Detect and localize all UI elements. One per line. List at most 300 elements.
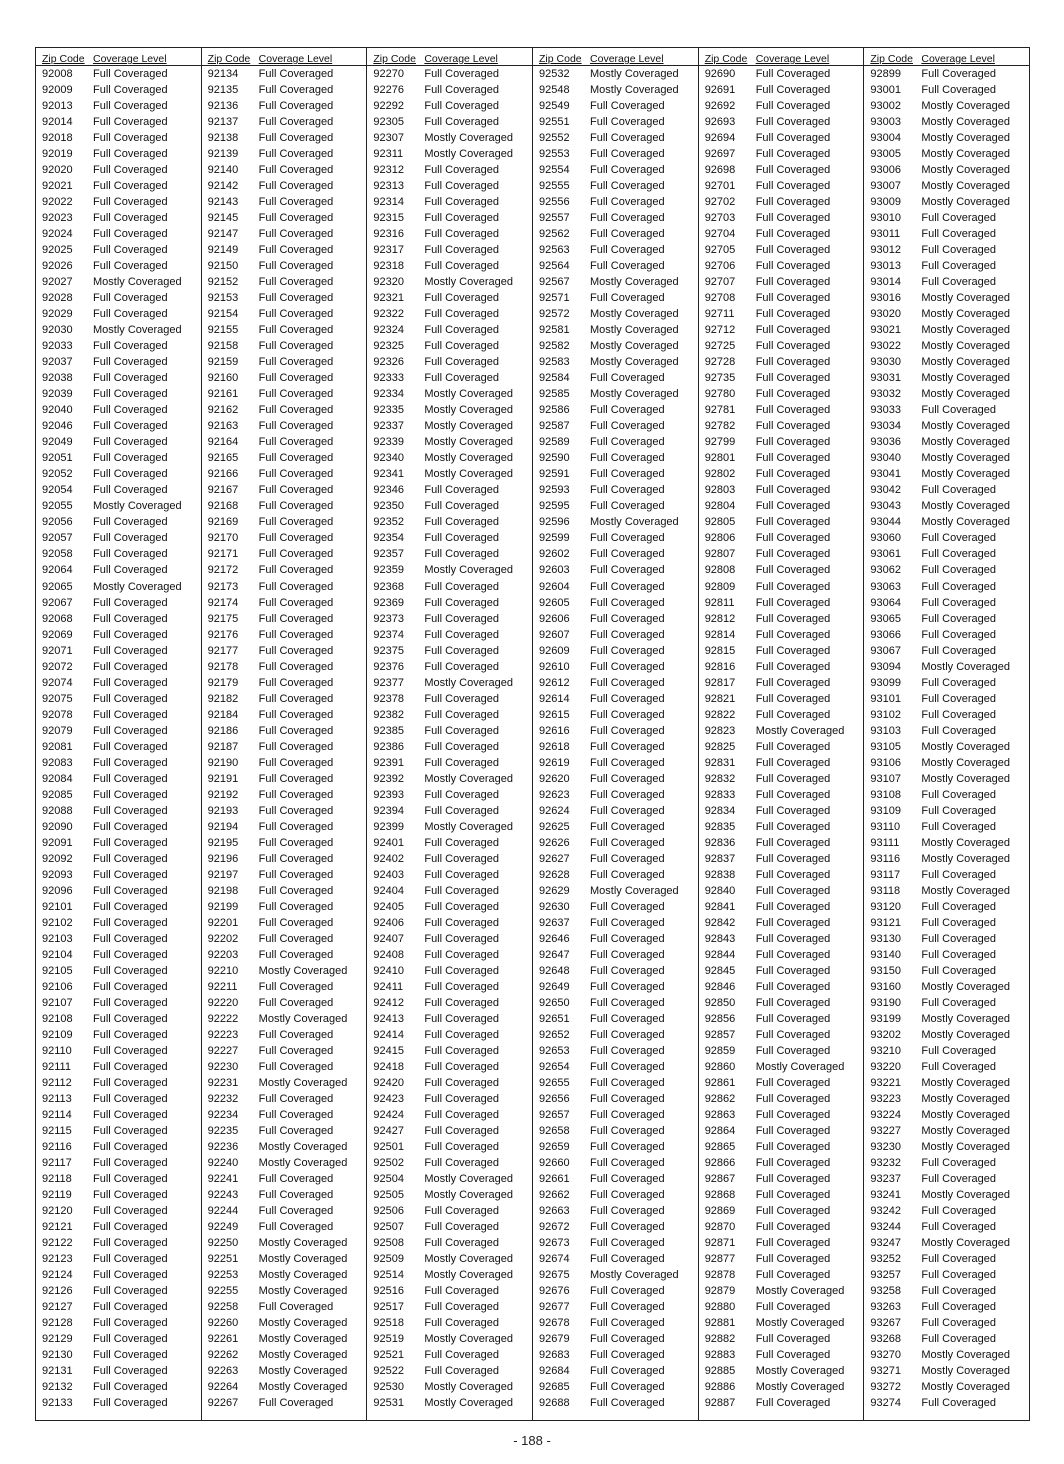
coverage-level-cell: Mostly Coveraged xyxy=(424,676,513,689)
zip-code-cell: 92052 xyxy=(42,468,73,481)
table-row xyxy=(202,1395,367,1411)
table-row xyxy=(864,1315,1029,1331)
zip-code-cell: 92137 xyxy=(207,116,239,129)
coverage-table xyxy=(35,47,1030,1421)
coverage-level-cell: Mostly Coveraged xyxy=(921,1093,1011,1105)
zip-code-cell: 92186 xyxy=(207,724,239,737)
table-row xyxy=(36,450,201,466)
table-column xyxy=(864,48,1029,1420)
coverage-level-cell: Mostly Coveraged xyxy=(921,420,1011,433)
coverage-level-cell: Mostly Coveraged xyxy=(424,132,513,145)
table-row xyxy=(202,226,367,242)
zip-code-cell: 93066 xyxy=(870,628,901,641)
coverage-level-cell: Mostly Coveraged xyxy=(921,1141,1011,1154)
table-row xyxy=(864,386,1029,402)
table-row xyxy=(36,1123,201,1139)
zip-code-cell: 92882 xyxy=(704,1333,736,1346)
coverage-level-cell: Full Coveraged xyxy=(590,692,665,705)
table-row xyxy=(367,1267,532,1283)
table-row xyxy=(533,1235,698,1251)
coverage-level-cell: Full Coveraged xyxy=(424,1221,499,1234)
coverage-level-cell: Full Coveraged xyxy=(590,612,665,625)
coverage-level-cell: Full Coveraged xyxy=(424,708,499,721)
table-row xyxy=(533,995,698,1011)
zip-code-header: Zip Code xyxy=(539,53,582,65)
zip-code-cell: 92021 xyxy=(42,180,73,193)
coverage-level-cell: Full Coveraged xyxy=(921,1173,996,1186)
coverage-level-cell: Full Coveraged xyxy=(258,164,334,177)
coverage-level-cell: Full Coveraged xyxy=(424,1028,499,1041)
table-row xyxy=(533,82,698,98)
table-row xyxy=(367,306,532,322)
zip-code-cell: 93033 xyxy=(870,404,901,417)
coverage-level-cell: Full Coveraged xyxy=(921,1060,996,1073)
zip-code-cell: 92385 xyxy=(373,724,404,737)
coverage-level-cell: Full Coveraged xyxy=(93,84,168,97)
coverage-level-cell: Full Coveraged xyxy=(590,580,665,593)
coverage-level-cell: Full Coveraged xyxy=(258,756,334,769)
table-row xyxy=(533,498,698,514)
coverage-level-cell: Mostly Coveraged xyxy=(921,500,1011,513)
coverage-level-cell: Full Coveraged xyxy=(755,1189,831,1202)
table-row xyxy=(864,178,1029,194)
coverage-level-cell: Full Coveraged xyxy=(424,628,499,641)
zip-code-cell: 92607 xyxy=(539,628,570,641)
table-row xyxy=(367,1075,532,1091)
table-row xyxy=(699,322,864,338)
table-row xyxy=(699,627,864,643)
coverage-level-cell: Full Coveraged xyxy=(755,1173,831,1186)
zip-code-cell: 92312 xyxy=(373,164,404,177)
zip-code-cell: 93232 xyxy=(870,1157,901,1170)
zip-code-cell: 92373 xyxy=(373,612,404,625)
table-row xyxy=(202,194,367,210)
zip-code-cell: 92693 xyxy=(704,116,736,129)
coverage-level-cell: Full Coveraged xyxy=(755,1093,831,1105)
zip-code-cell: 92801 xyxy=(704,452,736,465)
coverage-level-cell: Full Coveraged xyxy=(258,708,334,721)
table-row xyxy=(699,514,864,530)
zip-code-cell: 92315 xyxy=(373,212,404,225)
table-row xyxy=(367,1011,532,1027)
table-row xyxy=(367,210,532,226)
table-row xyxy=(36,210,201,226)
table-row xyxy=(367,1123,532,1139)
coverage-level-cell: Full Coveraged xyxy=(424,116,499,129)
table-row xyxy=(864,1395,1029,1411)
zip-code-cell: 92843 xyxy=(704,932,736,945)
table-row xyxy=(699,1219,864,1235)
zip-code-cell: 93230 xyxy=(870,1141,901,1154)
table-row xyxy=(36,627,201,643)
zip-code-cell: 92651 xyxy=(539,1012,570,1025)
table-row xyxy=(864,851,1029,867)
table-row xyxy=(533,226,698,242)
table-row xyxy=(533,579,698,595)
zip-code-cell: 92075 xyxy=(42,692,73,705)
zip-code-cell: 92322 xyxy=(373,308,404,321)
coverage-level-cell: Full Coveraged xyxy=(424,900,499,913)
table-row xyxy=(533,1123,698,1139)
coverage-level-cell: Full Coveraged xyxy=(93,1109,168,1122)
table-row xyxy=(533,883,698,899)
zip-code-cell: 92522 xyxy=(373,1365,404,1378)
table-row xyxy=(36,835,201,851)
zip-code-cell: 92159 xyxy=(207,356,239,369)
zip-code-cell: 92501 xyxy=(373,1141,404,1154)
table-row xyxy=(864,466,1029,482)
table-row xyxy=(533,1043,698,1059)
coverage-level-cell: Full Coveraged xyxy=(590,660,665,673)
zip-code-cell: 92712 xyxy=(704,324,736,337)
zip-code-cell: 92862 xyxy=(704,1093,736,1105)
coverage-level-cell: Full Coveraged xyxy=(921,1157,996,1170)
coverage-level-cell: Mostly Coveraged xyxy=(258,964,348,977)
coverage-level-cell: Full Coveraged xyxy=(258,804,334,817)
coverage-level-cell: Full Coveraged xyxy=(590,1365,665,1378)
coverage-level-cell: Full Coveraged xyxy=(590,708,665,721)
table-row xyxy=(533,915,698,931)
table-row xyxy=(699,130,864,146)
coverage-level-cell: Full Coveraged xyxy=(590,1205,665,1218)
table-row xyxy=(367,1379,532,1395)
table-row xyxy=(202,771,367,787)
zip-code-cell: 92614 xyxy=(539,692,570,705)
zip-code-cell: 92567 xyxy=(539,276,570,289)
zip-code-cell: 92505 xyxy=(373,1189,404,1202)
coverage-level-cell: Mostly Coveraged xyxy=(921,436,1011,449)
coverage-level-cell: Full Coveraged xyxy=(755,1109,831,1122)
coverage-level-cell: Full Coveraged xyxy=(93,548,168,561)
coverage-level-cell: Full Coveraged xyxy=(93,596,168,609)
zip-code-cell: 92019 xyxy=(42,148,73,161)
table-row xyxy=(202,611,367,627)
table-row xyxy=(367,1315,532,1331)
zip-code-cell: 93110 xyxy=(870,820,901,833)
zip-code-cell: 93005 xyxy=(870,148,901,161)
coverage-level-cell: Full Coveraged xyxy=(755,68,831,80)
table-row xyxy=(36,579,201,595)
coverage-level-cell: Full Coveraged xyxy=(590,740,665,753)
zip-code-cell: 92530 xyxy=(373,1381,404,1394)
table-row xyxy=(533,1011,698,1027)
zip-code-cell: 93042 xyxy=(870,484,901,497)
table-row xyxy=(202,178,367,194)
table-row xyxy=(367,418,532,434)
zip-code-cell: 92509 xyxy=(373,1253,404,1266)
zip-code-cell: 93252 xyxy=(870,1253,901,1266)
coverage-level-cell: Full Coveraged xyxy=(590,820,665,833)
table-row xyxy=(864,562,1029,578)
coverage-level-cell: Full Coveraged xyxy=(921,916,996,929)
zip-code-cell: 92654 xyxy=(539,1060,570,1073)
table-row xyxy=(202,1203,367,1219)
zip-code-cell: 92027 xyxy=(42,276,73,289)
table-row xyxy=(367,242,532,258)
coverage-level-cell: Full Coveraged xyxy=(424,100,499,113)
table-row xyxy=(533,370,698,386)
zip-code-cell: 92261 xyxy=(207,1333,239,1346)
zip-code-cell: 92406 xyxy=(373,916,404,929)
zip-code-cell: 92403 xyxy=(373,868,404,881)
coverage-level-cell: Mostly Coveraged xyxy=(921,100,1011,113)
table-row xyxy=(864,675,1029,691)
coverage-level-cell: Mostly Coveraged xyxy=(921,372,1011,385)
table-row xyxy=(533,386,698,402)
table-row xyxy=(533,338,698,354)
coverage-level-cell: Full Coveraged xyxy=(93,900,168,913)
table-row xyxy=(36,562,201,578)
table-row xyxy=(202,787,367,803)
coverage-level-cell: Mostly Coveraged xyxy=(424,148,513,161)
zip-code-cell: 92835 xyxy=(704,820,736,833)
table-column xyxy=(699,48,865,1420)
zip-code-cell: 92026 xyxy=(42,260,73,273)
coverage-level-cell: Full Coveraged xyxy=(424,884,499,897)
table-row xyxy=(533,1091,698,1107)
zip-code-cell: 92866 xyxy=(704,1157,736,1170)
coverage-level-cell: Full Coveraged xyxy=(590,532,665,545)
coverage-level-cell: Full Coveraged xyxy=(590,1397,665,1410)
coverage-level-cell: Mostly Coveraged xyxy=(258,1381,348,1394)
table-row xyxy=(533,162,698,178)
coverage-level-cell: Full Coveraged xyxy=(755,436,831,449)
zip-code-cell: 92661 xyxy=(539,1173,570,1186)
zip-code-cell: 92138 xyxy=(207,132,239,145)
zip-code-cell: 92029 xyxy=(42,308,73,321)
zip-code-cell: 92142 xyxy=(207,180,239,193)
zip-code-cell: 93010 xyxy=(870,212,901,225)
coverage-level-cell: Full Coveraged xyxy=(424,980,499,993)
coverage-level-cell: Full Coveraged xyxy=(424,916,499,929)
zip-code-cell: 92411 xyxy=(373,980,404,993)
zip-code-cell: 92120 xyxy=(42,1205,73,1218)
table-row xyxy=(367,771,532,787)
table-row xyxy=(36,258,201,274)
zip-code-cell: 92846 xyxy=(704,980,736,993)
coverage-level-cell: Full Coveraged xyxy=(755,948,831,961)
zip-code-cell: 92844 xyxy=(704,948,736,961)
coverage-level-cell: Mostly Coveraged xyxy=(921,1028,1011,1041)
zip-code-cell: 92178 xyxy=(207,660,239,673)
coverage-level-cell: Full Coveraged xyxy=(921,1269,996,1282)
table-row xyxy=(864,883,1029,899)
coverage-level-cell: Mostly Coveraged xyxy=(590,1269,679,1282)
coverage-level-cell: Full Coveraged xyxy=(93,196,168,209)
zip-code-cell: 92088 xyxy=(42,804,73,817)
coverage-level-cell: Full Coveraged xyxy=(424,500,499,513)
table-row xyxy=(864,530,1029,546)
table-row xyxy=(864,274,1029,290)
table-row xyxy=(864,402,1029,418)
coverage-level-cell: Full Coveraged xyxy=(93,1125,168,1138)
zip-code-cell: 92554 xyxy=(539,164,570,177)
zip-code-cell: 92593 xyxy=(539,484,570,497)
coverage-level-cell: Full Coveraged xyxy=(921,404,996,417)
zip-code-cell: 93003 xyxy=(870,116,901,129)
zip-code-cell: 92262 xyxy=(207,1349,239,1362)
table-row xyxy=(36,1251,201,1267)
zip-code-cell: 92572 xyxy=(539,308,570,321)
zip-code-cell: 92140 xyxy=(207,164,239,177)
table-row xyxy=(202,466,367,482)
zip-code-cell: 92596 xyxy=(539,516,570,529)
coverage-level-cell: Full Coveraged xyxy=(424,484,499,497)
zip-code-cell: 92124 xyxy=(42,1269,73,1282)
table-row xyxy=(36,675,201,691)
coverage-level-cell: Full Coveraged xyxy=(755,1301,831,1314)
coverage-level-cell: Full Coveraged xyxy=(93,1028,168,1041)
table-row xyxy=(202,66,367,82)
zip-code-cell: 92663 xyxy=(539,1205,570,1218)
coverage-level-cell: Full Coveraged xyxy=(590,980,665,993)
table-row xyxy=(367,1171,532,1187)
table-row xyxy=(367,370,532,386)
zip-code-cell: 92346 xyxy=(373,484,404,497)
zip-code-cell: 92378 xyxy=(373,692,404,705)
table-row xyxy=(202,723,367,739)
coverage-level-cell: Full Coveraged xyxy=(921,820,996,833)
coverage-level-cell: Full Coveraged xyxy=(590,468,665,481)
coverage-level-cell: Full Coveraged xyxy=(258,1125,334,1138)
table-row xyxy=(202,1363,367,1379)
coverage-level-cell: Mostly Coveraged xyxy=(590,68,679,80)
table-row xyxy=(367,627,532,643)
coverage-level-cell: Full Coveraged xyxy=(93,116,168,129)
table-row xyxy=(202,1235,367,1251)
coverage-level-cell: Full Coveraged xyxy=(424,1060,499,1073)
coverage-level-cell: Full Coveraged xyxy=(258,1109,334,1122)
zip-code-cell: 92046 xyxy=(42,420,73,433)
coverage-level-cell: Full Coveraged xyxy=(424,356,499,369)
table-row xyxy=(202,450,367,466)
zip-code-cell: 92166 xyxy=(207,468,239,481)
table-column xyxy=(367,48,533,1420)
table-row xyxy=(36,1395,201,1411)
zip-code-cell: 92022 xyxy=(42,196,73,209)
zip-code-cell: 92822 xyxy=(704,708,736,721)
coverage-level-cell: Full Coveraged xyxy=(258,820,334,833)
table-row xyxy=(533,963,698,979)
coverage-level-cell: Full Coveraged xyxy=(93,260,168,273)
coverage-level-cell: Mostly Coveraged xyxy=(921,1237,1011,1250)
zip-code-cell: 92055 xyxy=(42,500,73,513)
table-row xyxy=(202,739,367,755)
table-row xyxy=(864,659,1029,675)
zip-code-cell: 93044 xyxy=(870,516,901,529)
table-row xyxy=(864,1171,1029,1187)
zip-code-cell: 93099 xyxy=(870,676,901,689)
table-row xyxy=(202,1123,367,1139)
table-row xyxy=(533,178,698,194)
coverage-level-cell: Full Coveraged xyxy=(921,964,996,977)
table-row xyxy=(699,98,864,114)
table-row xyxy=(367,66,532,82)
coverage-level-cell: Full Coveraged xyxy=(93,356,168,369)
coverage-level-cell: Mostly Coveraged xyxy=(921,468,1011,481)
zip-code-cell: 92255 xyxy=(207,1285,239,1298)
coverage-level-cell: Full Coveraged xyxy=(424,756,499,769)
table-row xyxy=(36,771,201,787)
zip-code-cell: 92677 xyxy=(539,1301,570,1314)
coverage-level-cell: Full Coveraged xyxy=(424,1044,499,1057)
table-row xyxy=(367,851,532,867)
coverage-level-cell: Mostly Coveraged xyxy=(755,1365,845,1378)
coverage-level-cell: Mostly Coveraged xyxy=(921,516,1011,529)
coverage-level-cell: Full Coveraged xyxy=(93,1349,168,1362)
coverage-level-cell: Mostly Coveraged xyxy=(921,180,1011,193)
coverage-level-cell: Full Coveraged xyxy=(590,1157,665,1170)
coverage-level-cell: Mostly Coveraged xyxy=(258,1317,348,1330)
zip-code-cell: 93199 xyxy=(870,1012,901,1025)
zip-code-cell: 93065 xyxy=(870,612,901,625)
coverage-level-cell: Full Coveraged xyxy=(590,244,665,257)
zip-code-cell: 92584 xyxy=(539,372,570,385)
coverage-level-cell: Full Coveraged xyxy=(93,1189,168,1202)
table-row xyxy=(699,1091,864,1107)
zip-code-cell: 93221 xyxy=(870,1076,901,1089)
zip-code-cell: 92106 xyxy=(42,980,73,993)
zip-code-cell: 92110 xyxy=(42,1044,72,1057)
zip-code-cell: 92837 xyxy=(704,852,736,865)
table-row xyxy=(864,963,1029,979)
table-row xyxy=(36,1027,201,1043)
table-row xyxy=(864,723,1029,739)
zip-code-cell: 92881 xyxy=(704,1317,736,1330)
table-row xyxy=(202,114,367,130)
coverage-level-cell: Full Coveraged xyxy=(755,500,831,513)
coverage-level-cell: Full Coveraged xyxy=(93,692,168,705)
coverage-level-cell: Full Coveraged xyxy=(93,1141,168,1154)
table-row xyxy=(699,370,864,386)
zip-code-cell: 92850 xyxy=(704,996,736,1009)
table-row xyxy=(699,194,864,210)
coverage-level-cell: Mostly Coveraged xyxy=(590,324,679,337)
table-row xyxy=(367,739,532,755)
coverage-level-cell: Full Coveraged xyxy=(590,484,665,497)
table-row xyxy=(533,1347,698,1363)
zip-code-cell: 92728 xyxy=(704,356,736,369)
zip-code-cell: 92130 xyxy=(42,1349,73,1362)
table-row xyxy=(202,691,367,707)
table-row xyxy=(367,883,532,899)
table-row xyxy=(202,1187,367,1203)
zip-code-cell: 92084 xyxy=(42,772,73,785)
zip-code-cell: 93021 xyxy=(870,324,901,337)
zip-code-cell: 92735 xyxy=(704,372,736,385)
coverage-level-cell: Full Coveraged xyxy=(93,372,168,385)
coverage-level-cell: Full Coveraged xyxy=(590,1012,665,1025)
coverage-level-cell: Full Coveraged xyxy=(424,1141,499,1154)
table-row xyxy=(864,514,1029,530)
zip-code-cell: 92704 xyxy=(704,228,736,241)
zip-code-cell: 92240 xyxy=(207,1157,239,1170)
table-row xyxy=(533,611,698,627)
table-row xyxy=(202,851,367,867)
table-row xyxy=(367,354,532,370)
zip-code-cell: 92685 xyxy=(539,1381,570,1394)
coverage-level-cell: Full Coveraged xyxy=(93,788,168,801)
table-row xyxy=(864,611,1029,627)
coverage-level-cell: Full Coveraged xyxy=(755,596,831,609)
table-row xyxy=(202,979,367,995)
table-row xyxy=(533,1107,698,1123)
table-row xyxy=(699,338,864,354)
table-row xyxy=(864,1075,1029,1091)
coverage-level-cell: Full Coveraged xyxy=(93,1333,168,1346)
table-row xyxy=(699,178,864,194)
zip-code-cell: 93063 xyxy=(870,580,901,593)
